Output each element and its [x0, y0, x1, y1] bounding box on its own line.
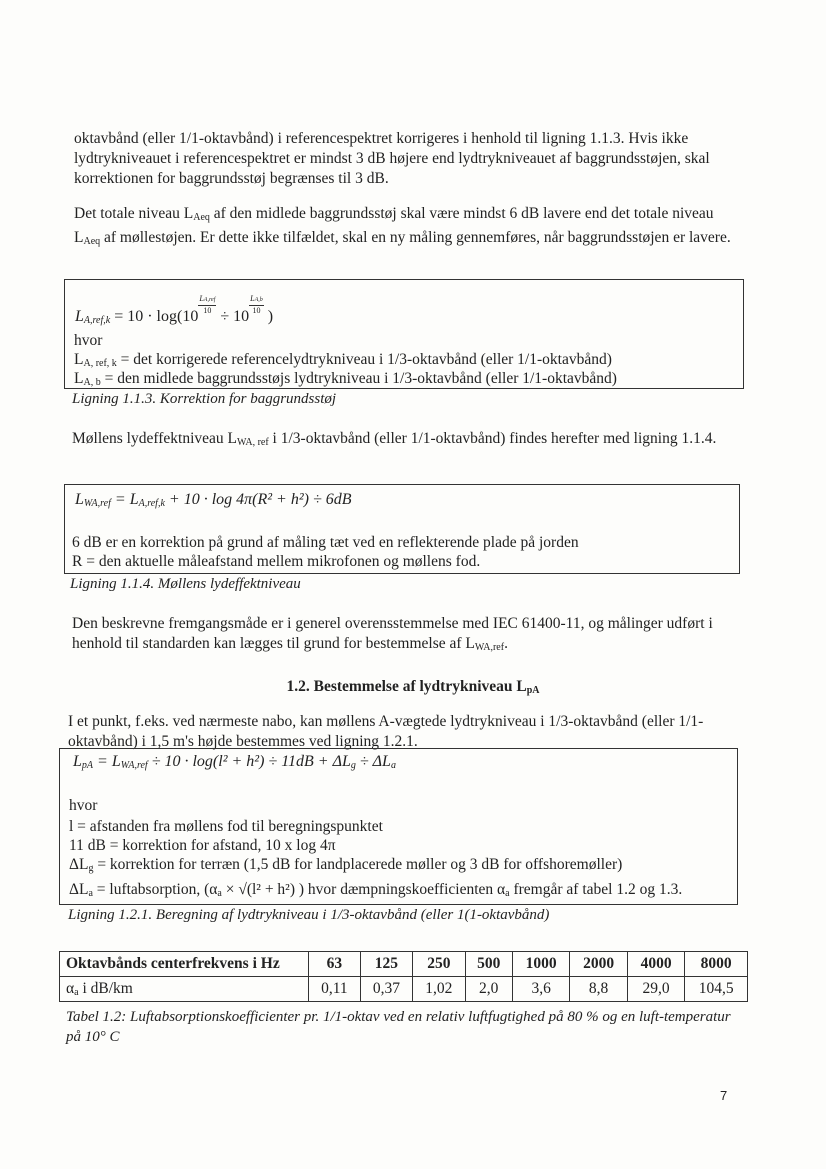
eq-text: 10	[252, 306, 261, 315]
section-heading	[0, 678, 826, 696]
subscript: pA	[526, 685, 540, 696]
heading-text: 1.2. Bestemmelse af lydtrykniveau L	[286, 678, 527, 695]
table-header-cell: 4000	[627, 952, 684, 977]
paragraph-3	[72, 429, 732, 453]
absorption-table	[59, 951, 748, 1002]
paragraph-1: oktavbånd (eller 1/1-oktavbånd) i referencespektret korrigeres i henhold til ligning 1.1.3. Hvis ikke lydtrykniveauet i referencespektret er mindst 3 dB højere end lydtrykniveauet af baggrundsstøjen, skal korrektionen for baggrundsstøj begrænses til 3 dB.	[74, 130, 710, 187]
paragraph-5: I et punkt, f.eks. ved nærmeste nabo, kan møllens A-vægtede lydtrykniveau i 1/3-oktavbånd (eller 1/1-oktavbånd) i 1,5 m's højde bestemmes ved ligning 1.2.1.	[68, 713, 704, 750]
page-number: 7	[720, 1088, 728, 1103]
text-run: Møllens lydeffektniveau L	[72, 430, 238, 447]
table-header-cell: 1000	[512, 952, 569, 977]
table-header-row	[60, 952, 748, 977]
equation-1-2-1	[73, 753, 396, 771]
table-header-label: Oktavbånds centerfrekvens i Hz	[60, 952, 309, 977]
definition-line: 11 dB = korrektion for afstand, 10 x log 4π	[69, 837, 336, 854]
table-cell: 8,8	[570, 977, 627, 1002]
table-cell: 29,0	[627, 977, 684, 1002]
text-run: L	[74, 370, 84, 387]
eq-text: 10	[203, 306, 212, 315]
subscript: WA,ref	[474, 642, 505, 653]
caption-table-1-2: Tabel 1.2: Luftabsorptionskoefficienter pr. 1/1-oktav ved en relativ luftfugtighed på 80 % og en luft-temperatur på 10° C	[66, 1009, 731, 1045]
text-run: = luftabsorption, (α	[92, 881, 218, 898]
definition-line	[69, 880, 682, 903]
table-header-cell: 63	[309, 952, 361, 977]
subscript: a	[74, 987, 79, 998]
equation-box-1-1-3	[64, 279, 744, 389]
text-run: ΔL	[69, 856, 89, 873]
eq-subscript: a	[390, 760, 396, 771]
subscript: A, ref, k	[83, 358, 117, 369]
exponent-fraction	[249, 294, 264, 315]
table-cell: 104,5	[685, 977, 748, 1002]
caption-1-2-1: Ligning 1.2.1. Beregning af lydtrykniveau i 1/3-oktavbånd (eller 1(1-oktavbånd)	[68, 907, 550, 923]
exponent-fraction	[198, 294, 216, 315]
eq-text: + 10 · log 4π(R² + h²) ÷ 6dB	[164, 491, 352, 508]
paragraph-2	[74, 204, 734, 252]
table-cell: 1,02	[413, 977, 465, 1002]
eq-text: ÷ 10 · log(l² + h²) ÷ 11dB + ΔL	[147, 753, 351, 770]
eq-text: = L	[93, 753, 121, 770]
hvor-label: hvor	[74, 332, 103, 349]
text-run: i dB/km	[78, 980, 133, 997]
text-run: = det korrigerede referencelydtrykniveau i 1/3-oktavbånd (eller 1/1-oktavbånd)	[116, 351, 612, 368]
eq-text: ÷ 10	[216, 308, 250, 325]
subscript: WA, ref	[237, 437, 269, 448]
table-cell: 3,6	[512, 977, 569, 1002]
table-row	[60, 977, 748, 1002]
eq-subscript: A,ref,k	[83, 315, 111, 326]
definition-line: l = afstanden fra møllens fod til beregningspunktet	[69, 818, 383, 835]
eq-text: = L	[110, 491, 139, 508]
table-header-cell: 500	[465, 952, 512, 977]
text-run: ΔL	[69, 881, 89, 898]
subscript: a	[88, 888, 93, 899]
text-run: = korrektion for terræn (1,5 dB for landplacerede møller og 3 dB for offshoremøller)	[93, 856, 623, 873]
definition-line: R = den aktuelle måleafstand mellem mikrofonen og møllens fod.	[72, 553, 481, 570]
eq-text: L	[75, 308, 84, 325]
eq-text: L	[75, 491, 84, 508]
subscript: a	[505, 888, 510, 899]
equation-box-1-2-1	[59, 748, 738, 905]
table-header-cell: 125	[360, 952, 412, 977]
text-run: = den midlede baggrundsstøjs lydtrykniveau i 1/3-oktavbånd (eller 1/1-oktavbånd)	[100, 370, 617, 387]
eq-text: L	[73, 753, 82, 770]
subscript: A, b	[83, 377, 101, 388]
table-cell: 2,0	[465, 977, 512, 1002]
eq-text: L	[199, 294, 204, 303]
hvor-label: hvor	[69, 797, 98, 814]
eq-text: )	[263, 308, 274, 325]
text-run: Den beskrevne fremgangsmåde er i generel overensstemmelse med IEC 61400-11, og målinger udført i henhold til standarden kan lægges til grund for bestemmelse af L	[72, 615, 713, 652]
paragraph-4	[72, 614, 736, 658]
eq-subscript: WA,ref	[83, 498, 111, 509]
eq-subscript: WA,ref	[120, 760, 148, 771]
equation-box-1-1-4	[64, 484, 740, 574]
eq-subscript: pA	[81, 760, 94, 771]
text-run: af den midlede baggrundsstøj skal være mindst 6 dB lavere end det totale niveau L	[74, 205, 714, 246]
definition-line: 6 dB er en korrektion på grund af måling tæt ved en reflekterende plade på jorden	[72, 534, 579, 551]
eq-text: = 10 · log(10	[110, 308, 199, 325]
equation-1-1-3	[75, 294, 273, 326]
table-header-cell: 250	[413, 952, 465, 977]
text-run: fremgår af tabel 1.2 og 1.3.	[509, 881, 683, 898]
text-run: α	[66, 980, 75, 997]
table-header-cell: 2000	[570, 952, 627, 977]
subscript: a	[217, 888, 222, 899]
table-row-label	[60, 977, 309, 1002]
eq-text: ÷ ΔL	[355, 753, 391, 770]
caption-1-1-4: Ligning 1.1.4. Møllens lydeffektniveau	[70, 576, 301, 592]
subscript: Aeq	[193, 212, 210, 223]
eq-subscript: A,ref	[203, 297, 216, 303]
text-run: i 1/3-oktavbånd (eller 1/1-oktavbånd) findes herefter med ligning 1.1.4.	[268, 430, 717, 447]
table-cell: 0,11	[309, 977, 361, 1002]
subscript: Aeq	[83, 236, 101, 247]
equation-1-1-4	[75, 491, 352, 509]
definition-line	[69, 855, 622, 878]
table-header-cell: 8000	[685, 952, 748, 977]
text-run: .	[504, 635, 508, 652]
caption-1-1-3: Ligning 1.1.3. Korrektion for baggrundsstøj	[72, 391, 337, 407]
subscript: g	[88, 863, 94, 874]
text-run: × √(l² + h²) ) hvor dæmpningskoefficienten α	[221, 881, 506, 898]
text-run: af møllestøjen. Er dette ikke tilfældet, skal en ny måling gennemføres, når baggrundsstøjen er lavere.	[100, 229, 731, 246]
table-cell: 0,37	[360, 977, 412, 1002]
eq-subscript: A,ref,k	[138, 498, 165, 509]
eq-subscript: A,b	[254, 297, 263, 303]
text-run: Det totale niveau L	[74, 205, 194, 222]
eq-subscript: g	[350, 760, 356, 771]
eq-text: L	[250, 294, 255, 303]
text-run: L	[74, 351, 84, 368]
